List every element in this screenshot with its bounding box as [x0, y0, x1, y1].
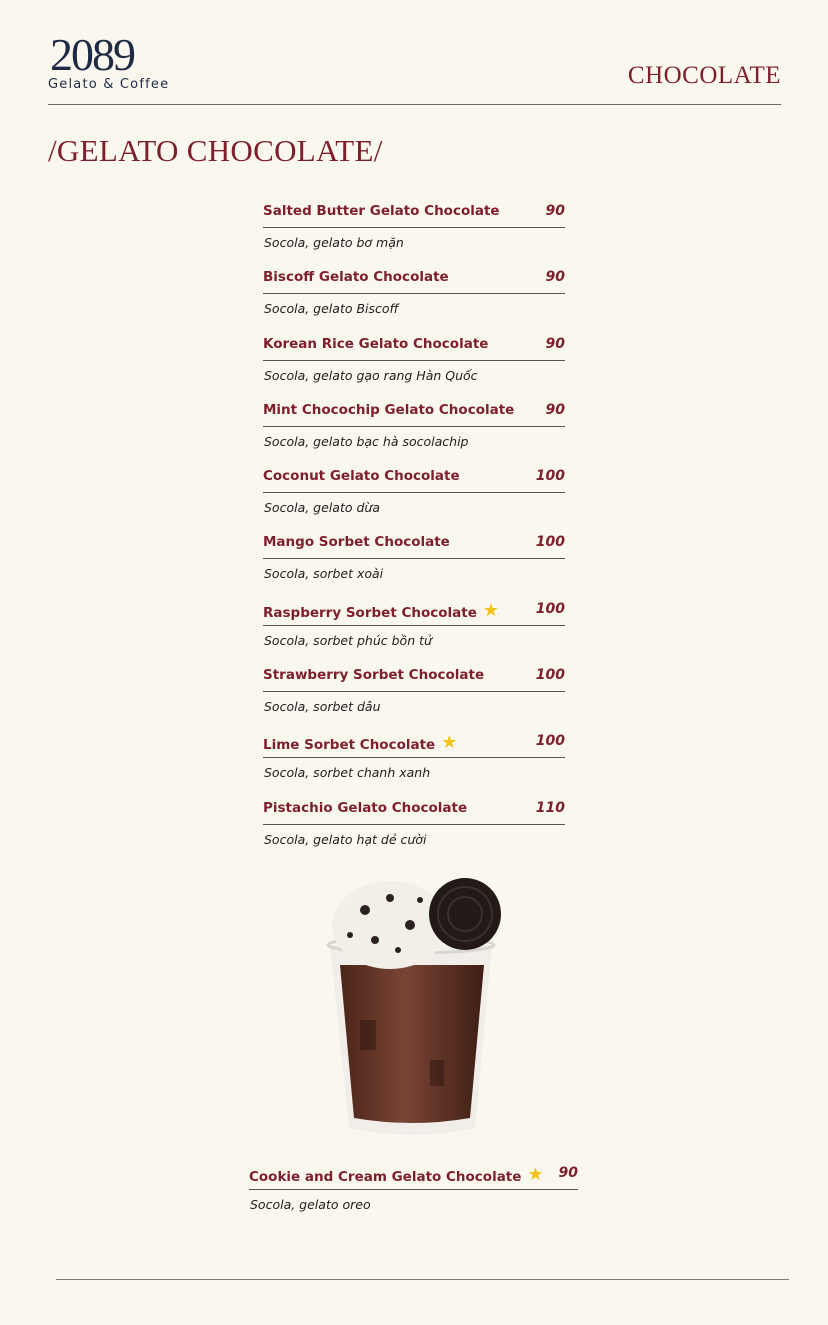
- menu-item-name: Strawberry Sorbet Chocolate: [263, 667, 485, 684]
- menu-item-description: Socola, gelato Biscoff: [264, 301, 399, 317]
- menu-item-name: Coconut Gelato Chocolate: [263, 468, 460, 485]
- menu-item-price: 100: [535, 468, 565, 485]
- menu-item: [263, 262, 565, 328]
- menu-item-divider: [263, 360, 565, 361]
- menu-item: [263, 793, 565, 859]
- menu-item-description: Socola, sorbet phúc bồn tử: [264, 632, 432, 648]
- menu-item-name: Biscoff Gelato Chocolate: [263, 269, 449, 286]
- menu-item-divider: [263, 691, 565, 692]
- menu-item-description: Socola, sorbet xoài: [264, 566, 384, 582]
- menu-item: [263, 461, 565, 527]
- featured-menu-item: [249, 1158, 578, 1218]
- menu-item-price: 100: [535, 733, 565, 750]
- menu-item-price: 90: [545, 401, 565, 418]
- header-divider: [48, 104, 781, 105]
- menu-item-price: 110: [535, 799, 565, 816]
- section-title: /GELATO CHOCOLATE/: [48, 133, 383, 168]
- menu-item-description: Socola, gelato oreo: [250, 1197, 371, 1212]
- menu-item-description: Socola, sorbet dâu: [264, 699, 381, 715]
- menu-item-description: Socola, gelato gạo rang Hàn Quốc: [264, 367, 478, 383]
- menu-item-divider: [263, 227, 565, 228]
- page-category: CHOCOLATE: [627, 62, 781, 89]
- menu-item-price: 90: [545, 269, 565, 286]
- menu-item: [263, 395, 565, 461]
- footer-divider: [56, 1279, 789, 1280]
- star-icon: ★: [527, 1164, 544, 1185]
- menu-item-name: Mango Sorbet Chocolate: [263, 534, 450, 551]
- menu-item-divider: [263, 625, 565, 626]
- menu-item-description: Socola, gelato bạc hà socolachip: [264, 433, 469, 449]
- brand-logo: [48, 29, 188, 94]
- menu-item-divider: [263, 293, 565, 294]
- logo-subtitle: Gelato & Coffee: [48, 77, 170, 92]
- menu-item-divider: [249, 1189, 578, 1190]
- menu-item: [263, 527, 565, 593]
- menu-item-description: Socola, sorbet chanh xanh: [264, 765, 431, 781]
- menu-item-divider: [263, 757, 565, 758]
- star-icon: ★: [482, 599, 500, 621]
- menu-item-price: 100: [535, 534, 565, 551]
- menu-item-name: Cookie and Cream Gelato Chocolate ★: [249, 1164, 544, 1185]
- menu-item-divider: [263, 426, 565, 427]
- menu-item-divider: [263, 558, 565, 559]
- menu-item-name: Lime Sorbet Chocolate ★: [263, 732, 458, 754]
- menu-item-description: Socola, gelato hạt dẻ cười: [264, 831, 427, 847]
- star-icon: ★: [441, 732, 458, 754]
- menu-item-name: Korean Rice Gelato Chocolate: [263, 335, 489, 352]
- page-header: [0, 0, 828, 110]
- menu-item-description: Socola, gelato bơ mặn: [264, 235, 404, 250]
- menu-item-price: 90: [545, 203, 565, 219]
- menu-item-price: 100: [535, 600, 565, 617]
- menu-list: [263, 196, 565, 859]
- menu-item: [263, 660, 565, 726]
- menu-item-name: Raspberry Sorbet Chocolate ★: [263, 599, 500, 621]
- logo-number: 2089: [50, 29, 134, 80]
- menu-item-name: Pistachio Gelato Chocolate: [263, 799, 468, 816]
- menu-item-divider: [263, 492, 565, 493]
- menu-item-description: Socola, gelato dừa: [264, 500, 380, 516]
- menu-item: [263, 196, 565, 262]
- cookie-cream-drink-icon: [320, 870, 510, 1140]
- menu-item-price: 90: [545, 335, 565, 352]
- menu-item-name: Salted Butter Gelato Chocolate: [263, 203, 500, 219]
- menu-item-divider: [263, 824, 565, 825]
- menu-item-price: 90: [558, 1165, 578, 1181]
- menu-item: [263, 726, 565, 792]
- menu-item-name: Mint Chocochip Gelato Chocolate: [263, 401, 515, 418]
- menu-item: [263, 594, 565, 660]
- menu-item-price: 100: [535, 667, 565, 684]
- menu-item: [263, 329, 565, 395]
